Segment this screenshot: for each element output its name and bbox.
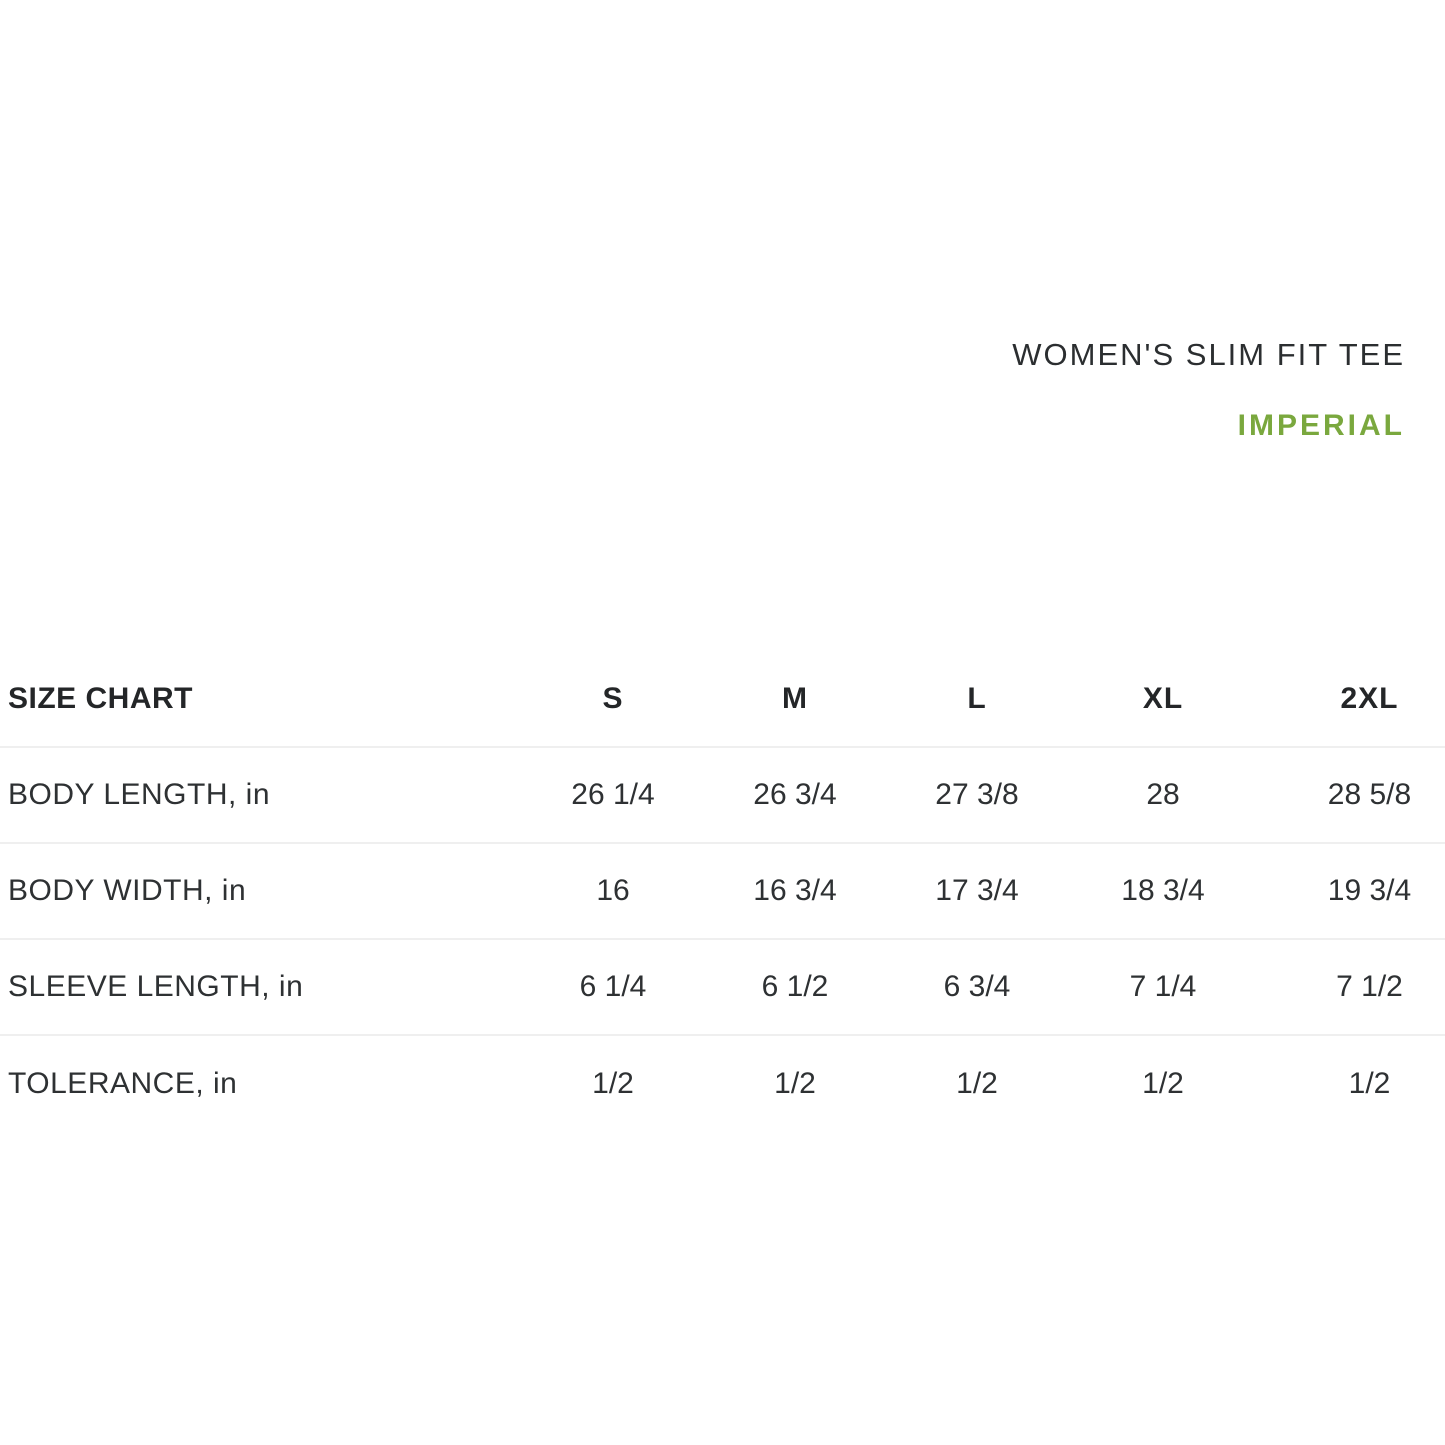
cell-sleeve-length-2xl: 7 1/2 xyxy=(1336,970,1403,1003)
cell-body-width-m: 16 3/4 xyxy=(753,874,837,907)
cell-tolerance-l: 1/2 xyxy=(956,1066,998,1100)
cell-body-width-2xl: 19 3/4 xyxy=(1327,874,1412,907)
cell-sleeve-length-s: 6 1/4 xyxy=(579,970,647,1003)
row-label: SLEEVE LENGTH, in xyxy=(8,970,304,1003)
product-title: WOMEN'S SLIM FIT TEE xyxy=(1012,337,1405,372)
table-row-tolerance xyxy=(0,1035,1445,1131)
cell-body-width-l: 17 3/4 xyxy=(935,874,1019,907)
table-row-body-width xyxy=(0,843,1445,939)
table-row-sleeve-length xyxy=(0,939,1445,1035)
units-label: IMPERIAL xyxy=(1237,409,1405,443)
cell-tolerance-s: 1/2 xyxy=(592,1066,634,1100)
row-label: BODY LENGTH, in xyxy=(8,778,271,811)
column-header-m: M xyxy=(782,681,808,715)
cell-body-length-s: 26 1/4 xyxy=(571,778,655,811)
column-header-s: S xyxy=(602,681,624,715)
cell-sleeve-length-xl: 7 1/4 xyxy=(1129,970,1197,1003)
column-header-xl: XL xyxy=(1142,681,1184,715)
cell-body-length-m: 26 3/4 xyxy=(753,778,837,811)
cell-body-length-xl: 28 xyxy=(1146,778,1180,811)
cell-body-length-2xl: 28 5/8 xyxy=(1327,778,1412,811)
cell-tolerance-2xl: 1/2 xyxy=(1348,1066,1391,1100)
cell-body-width-s: 16 xyxy=(596,874,630,907)
cell-body-length-l: 27 3/8 xyxy=(935,778,1019,811)
cell-tolerance-xl: 1/2 xyxy=(1142,1066,1184,1100)
row-label: BODY WIDTH, in xyxy=(8,874,247,907)
cell-sleeve-length-l: 6 3/4 xyxy=(943,970,1011,1003)
table-row-body-length xyxy=(0,747,1445,843)
size-chart-table xyxy=(0,651,1445,1131)
column-header-2xl: 2XL xyxy=(1340,681,1399,715)
size-chart-title: SIZE CHART xyxy=(8,681,193,715)
cell-sleeve-length-m: 6 1/2 xyxy=(761,970,829,1003)
cell-tolerance-m: 1/2 xyxy=(774,1066,816,1100)
title-block xyxy=(1012,338,1405,442)
column-header-l: L xyxy=(967,681,987,715)
header-row xyxy=(0,651,1445,747)
row-label: TOLERANCE, in xyxy=(8,1066,238,1100)
cell-body-width-xl: 18 3/4 xyxy=(1121,874,1205,907)
